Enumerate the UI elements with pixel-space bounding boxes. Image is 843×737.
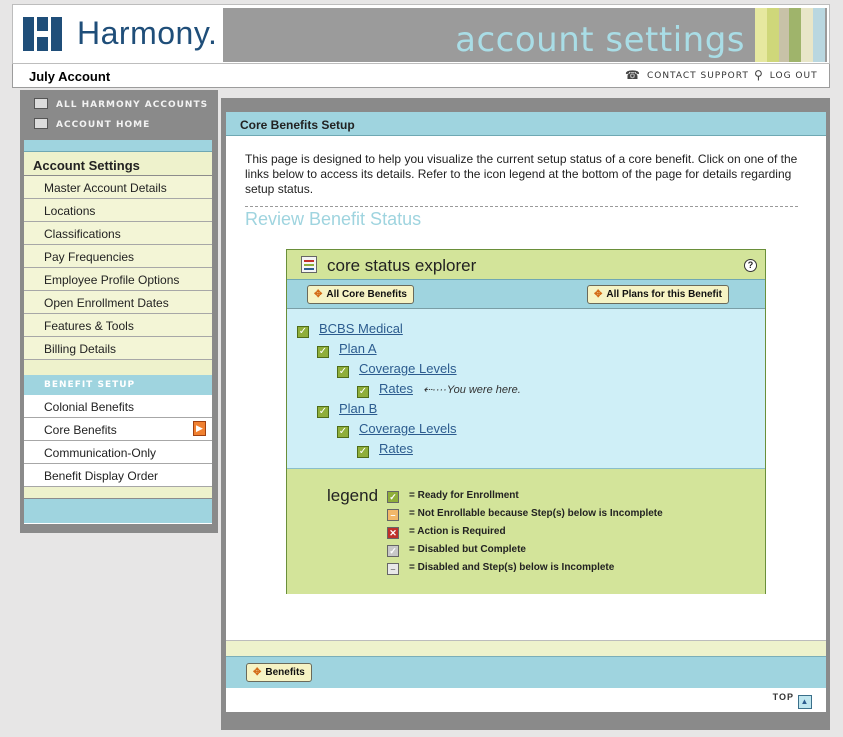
sidebar-item-benefit-display-order[interactable] — [24, 464, 212, 487]
accounts-icon — [34, 98, 48, 109]
sidebar-item-employee-profile-options[interactable]: Employee Profile Options — [24, 268, 212, 291]
legend-row — [387, 490, 519, 503]
legend-row — [387, 508, 663, 521]
dash-orange-icon: – — [387, 509, 399, 521]
banner-title: account settings — [455, 20, 745, 60]
you-were-here-marker — [423, 384, 521, 396]
nav-top-cap — [24, 140, 212, 152]
nav-bottom-bar — [24, 499, 212, 523]
sidebar-item-core-benefits[interactable] — [24, 418, 212, 441]
contact-support-label: CONTACT SUPPORT — [646, 71, 749, 81]
sidebar-item-label: Communication-Only — [44, 446, 157, 460]
intro-text: This page is designed to help you visualize the current setup status of a core benefit. Click on one of the links below to access its details. Refer to the icon legend at the bottom of the page for details regarding setup status. — [245, 152, 798, 196]
tree-node-rates-b — [357, 441, 413, 458]
tree-link[interactable]: BCBS Medical — [319, 321, 403, 336]
settings-nav — [24, 140, 212, 524]
tree-node-coverage-levels-a — [337, 361, 457, 378]
header — [12, 4, 830, 64]
move-icon: ✥ — [253, 667, 262, 678]
log-out-link[interactable] — [754, 68, 818, 82]
panel-header — [226, 112, 826, 136]
nav-spacer — [24, 360, 212, 375]
explorer-header — [287, 250, 765, 280]
logout-icon: ⚲ — [754, 68, 764, 82]
sidebar-link-label: ALL HARMONY ACCOUNTS — [56, 100, 209, 110]
sidebar — [20, 90, 218, 533]
tree-link[interactable]: Coverage Levels — [359, 421, 457, 436]
help-icon[interactable]: ? — [744, 259, 757, 272]
decorative-stripes — [755, 8, 825, 62]
harmony-logo-mark-icon — [23, 17, 69, 51]
check-icon: ✓ — [298, 326, 308, 337]
sidebar-item-label: Core Benefits — [44, 423, 117, 437]
check-icon: ✓ — [358, 386, 368, 397]
sidebar-link-account-home[interactable] — [34, 118, 150, 130]
sidebar-item-billing-details[interactable]: Billing Details — [24, 337, 212, 360]
sidebar-link-label: ACCOUNT HOME — [56, 120, 151, 130]
sidebar-link-all-harmony-accounts[interactable] — [34, 98, 208, 110]
logo-text: Harmony. — [77, 15, 218, 51]
tree-link[interactable]: Plan A — [339, 341, 377, 356]
sidebar-item-open-enrollment-dates[interactable]: Open Enrollment Dates — [24, 291, 212, 314]
explorer-title: core status explorer — [327, 256, 477, 275]
legend-row — [387, 562, 614, 575]
main-panel — [221, 98, 830, 730]
contact-support-link[interactable] — [625, 68, 749, 82]
phone-icon: ☎ — [625, 68, 641, 82]
sidebar-item-label: Benefit Display Order — [44, 469, 159, 483]
log-out-label: LOG OUT — [769, 71, 818, 81]
button-label: All Plans for this Benefit — [606, 289, 722, 300]
legend-text: = Disabled and Step(s) below is Incomplete — [409, 562, 615, 573]
panel-bottom-bar — [226, 656, 826, 688]
up-arrow-icon: ✥ — [594, 289, 603, 300]
core-status-explorer — [286, 249, 766, 594]
legend-text: = Action is Required — [409, 526, 506, 537]
tree-link[interactable]: Plan B — [339, 401, 378, 416]
button-label: All Core Benefits — [326, 289, 407, 300]
check-icon: ✓ — [318, 346, 328, 357]
all-core-benefits-button[interactable] — [307, 285, 414, 304]
sidebar-item-classifications[interactable]: Classifications — [24, 222, 212, 245]
nav-heading-account-settings: Account Settings — [24, 152, 212, 176]
you-were-here-label: You were here. — [446, 384, 521, 396]
divider — [245, 206, 798, 207]
explorer-list-icon — [301, 256, 317, 273]
legend-row — [387, 526, 506, 539]
panel-title: Core Benefits Setup — [240, 118, 355, 132]
check-gray-icon: ✓ — [387, 545, 399, 557]
section-title: Review Benefit Status — [245, 209, 422, 229]
check-icon: ✓ — [318, 406, 328, 417]
legend-row — [387, 544, 526, 557]
active-arrow-icon: ▶ — [193, 421, 206, 436]
check-icon: ✓ — [358, 446, 368, 457]
account-bar — [12, 64, 830, 88]
account-name: July Account — [29, 69, 111, 84]
tree-node-bcbs-medical — [297, 321, 403, 338]
button-label: Benefits — [265, 667, 305, 678]
top-link[interactable] — [773, 692, 812, 709]
sidebar-item-features-tools[interactable]: Features & Tools — [24, 314, 212, 337]
tree-link[interactable]: Rates — [379, 441, 413, 456]
legend-title: legend — [327, 486, 379, 505]
page-banner — [223, 8, 827, 62]
tree-link[interactable]: Coverage Levels — [359, 361, 457, 376]
main-content — [226, 112, 826, 712]
sidebar-item-colonial-benefits[interactable] — [24, 395, 212, 418]
x-red-icon: ✕ — [387, 527, 399, 539]
legend-text: = Ready for Enrollment — [409, 490, 519, 501]
panel-bottom-cap — [226, 640, 826, 656]
tree-link[interactable]: Rates — [379, 381, 413, 396]
dotted-arrow-icon: ⇠···· — [422, 384, 447, 396]
home-icon — [34, 118, 48, 129]
nav-heading-benefit-setup: BENEFIT SETUP — [24, 375, 212, 395]
top-label: TOP — [772, 692, 794, 702]
up-arrow-icon: ▲ — [798, 695, 812, 709]
sidebar-item-master-account-details[interactable]: Master Account Details — [24, 176, 212, 199]
up-arrow-icon: ✥ — [314, 289, 323, 300]
harmony-logo[interactable] — [23, 15, 223, 55]
check-green-icon: ✓ — [387, 491, 399, 503]
sidebar-item-pay-frequencies[interactable]: Pay Frequencies — [24, 245, 212, 268]
tree-node-rates-a — [357, 381, 521, 398]
check-icon: ✓ — [338, 426, 348, 437]
sidebar-item-locations[interactable]: Locations — [24, 199, 212, 222]
explorer-button-bar — [287, 279, 765, 309]
tree-node-plan-a — [317, 341, 377, 358]
tree-node-coverage-levels-b — [337, 421, 457, 438]
legend-text: = Disabled but Complete — [409, 544, 526, 555]
benefit-tree — [287, 309, 765, 469]
legend — [287, 470, 765, 594]
benefits-button[interactable] — [246, 663, 312, 682]
all-plans-button[interactable] — [587, 285, 729, 304]
legend-text: = Not Enrollable because Step(s) below is Incomplete — [409, 508, 663, 519]
tree-node-plan-b — [317, 401, 377, 418]
check-icon: ✓ — [338, 366, 348, 377]
nav-bottom-cap — [24, 487, 212, 499]
sidebar-item-communication-only[interactable] — [24, 441, 212, 464]
dash-gray-icon: – — [387, 563, 399, 575]
sidebar-item-label: Colonial Benefits — [44, 400, 135, 414]
